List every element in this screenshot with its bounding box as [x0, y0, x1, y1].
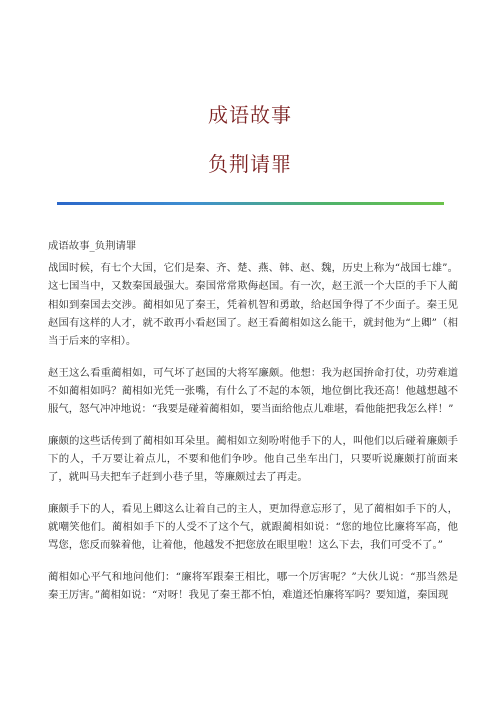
paragraph-1: 战国时候，有七个大国，它们是秦、齐、楚、燕、韩、赵、魏，历史上称为“战国七雄”。这七国当中，又数秦国最强大。秦国常常欺侮赵国。有一次，赵王派一个大臣的手下人蔺相如到秦国去交涉。蔺相如见了秦王，凭着机智和勇敢，给赵国争得了不少面子。秦王见赵国有这样的人才，就不敢再小看赵国了。赵王看蔺相如这么能干，就封他为“上卿”（相当于后来的宰相）。 [48, 262, 458, 348]
document-body [48, 237, 458, 618]
section-heading: 成语故事_负荆请罪 [48, 240, 137, 252]
document-title: 成语故事 [208, 103, 292, 127]
gradient-divider [57, 202, 444, 205]
paragraph-2: 赵王这么看重蔺相如，可气坏了赵国的大将军廉颇。他想：我为赵国拚命打仗，功劳难道不如蔺相如吗？蔺相如光凭一张嘴，有什么了不起的本领，地位倒比我还高！他越想越不服气，怒气冲冲地说：“我要是碰着蔺相如，要当面给他点儿难堪，看他能把我怎么样！” [48, 366, 458, 416]
paragraph-5: 蔺相如心平气和地问他们：“廉将军跟秦王相比，哪一个厉害呢？”大伙儿说：“那当然是秦王厉害。”蔺相如说：“对呀！我见了秦王都不怕，难道还怕廉将军吗？要知道，秦国现 [48, 571, 458, 602]
paragraph-4: 廉颇手下的人，看见上卿这么让着自己的主人，更加得意忘形了，见了蔺相如手下的人，就嘲笑他们。蔺相如手下的人受不了这个气，就跟蔺相如说：“您的地位比廉将军高，他骂您，您反而躲着他，让着他，他越发不把您放在眼里啦！这么下去，我们可受不了。” [48, 502, 458, 552]
document-subtitle: 负荆请罪 [208, 152, 292, 176]
paragraph-3: 廉颇的这些话传到了蔺相如耳朵里。蔺相如立刻吩咐他手下的人，叫他们以后碰着廉颇手下的人，千万要让着点儿，不要和他们争吵。他自己坐车出门，只要听说廉颇打前面来了，就叫马夫把车子赶到小巷子里，等廉颇过去了再走。 [48, 434, 458, 484]
